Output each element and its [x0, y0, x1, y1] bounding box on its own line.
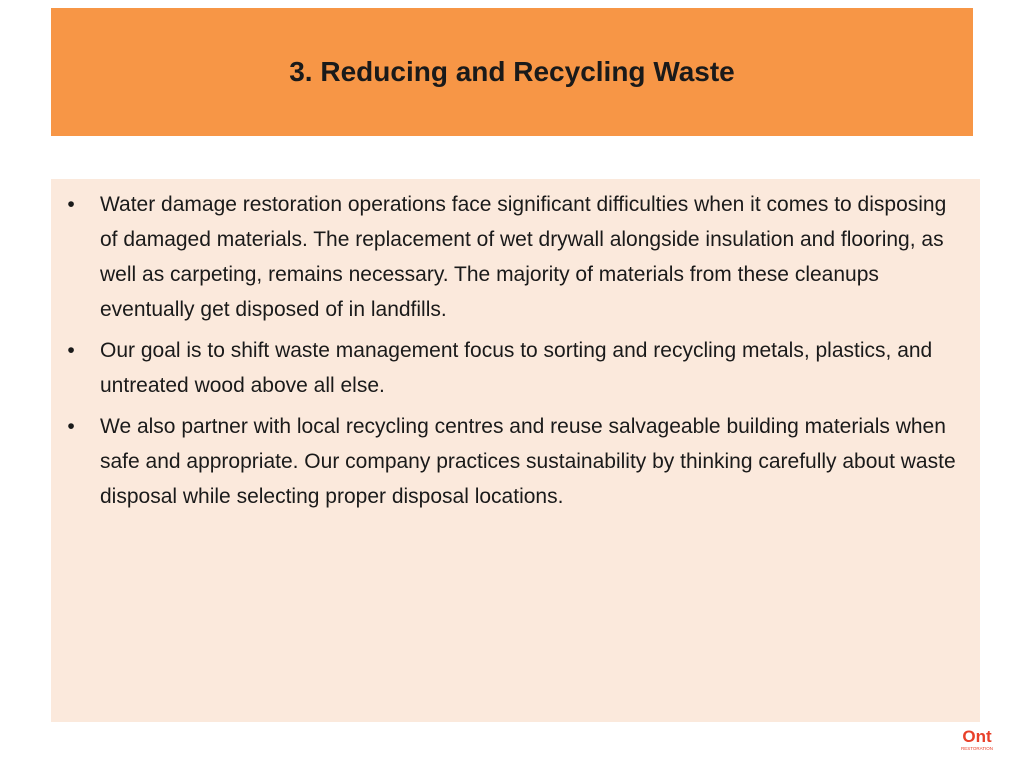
bullet-marker: •	[67, 415, 75, 438]
bullet-text: We also partner with local recycling centres and reuse salvageable building materials when safe and appropriate. Our company practices sustainability by thinking carefully about waste disposal while selecting proper disposal locations.	[100, 415, 956, 508]
bullet-item	[61, 409, 960, 514]
logo-text: Ont	[962, 727, 992, 746]
ont-restoration-logo	[956, 726, 998, 752]
content-panel	[51, 179, 980, 722]
bullet-text: Water damage restoration operations face significant difficulties when it comes to disposing of damaged materials. The replacement of wet drywall alongside insulation and flooring, as well as carpeting, remains necessary. The majority of materials from these cleanups eventually get disposed of in landfills.	[100, 193, 947, 321]
logo-subtext: RESTORATION	[960, 746, 994, 751]
bullet-text: Our goal is to shift waste management focus to sorting and recycling metals, plastics, and untreated wood above all else.	[100, 339, 933, 397]
bullet-item	[61, 187, 960, 327]
slide-title: 3. Reducing and Recycling Waste	[289, 56, 735, 87]
title-banner	[51, 8, 973, 136]
bullet-marker: •	[67, 339, 75, 362]
bullet-list	[61, 187, 960, 514]
bullet-item	[61, 333, 960, 403]
bullet-marker: •	[67, 193, 75, 216]
